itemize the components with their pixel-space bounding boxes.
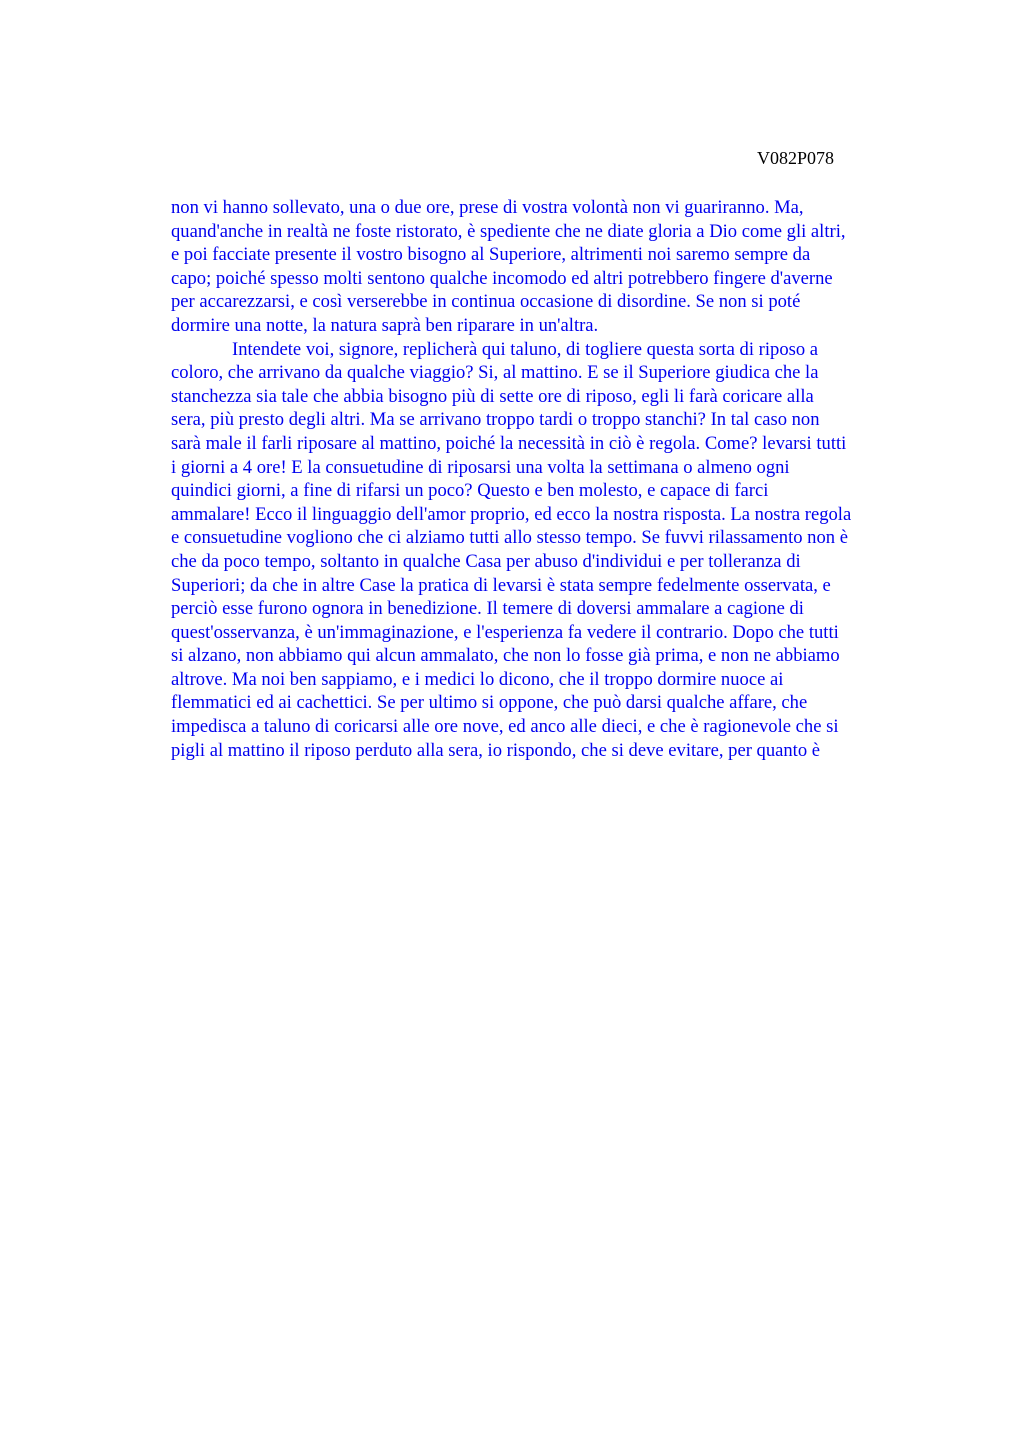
text-line: impedisca a taluno di coricarsi alle ore nove, ed anco alle dieci, e che è ragionevole che si — [171, 716, 839, 738]
body-text — [171, 196, 931, 762]
text-line: quest'osservanza, è un'immaginazione, e l'esperienza fa vedere il contrario. Dopo che tutti — [171, 621, 839, 643]
page-identifier: V082P078 — [757, 148, 835, 168]
paragraph-first-line: Intendete voi, signore, replicherà qui taluno, di togliere questa sorta di riposo a — [232, 338, 819, 360]
text-line: non vi hanno sollevato, una o due ore, prese di vostra volontà non vi guariranno. Ma, — [171, 197, 804, 218]
text-line: che da poco tempo, soltanto in qualche Casa per abuso d'individui e per tolleranza di — [171, 550, 801, 572]
text-line: sarà male il farli riposare al mattino, poiché la necessità in ciò è regola. Come? levarsi tutti — [171, 432, 847, 454]
text-line: e poi facciate presente il vostro bisogno al Superiore, altrimenti noi saremo sempre da — [171, 244, 811, 266]
text-line: perciò esse furono ognora in benedizione. Il temere di doversi ammalare a cagione di — [171, 598, 804, 620]
text-line: i giorni a 4 ore! E la consuetudine di riposarsi una volta la settimana o almeno ogni — [171, 456, 790, 478]
text-line: quand'anche in realtà ne foste ristorato, è spediente che ne diate gloria a Dio come gli altri, — [171, 220, 846, 242]
text-line: capo; poiché spesso molti sentono qualche incomodo ed altri potrebbero fingere d'averne — [171, 267, 833, 289]
text-line: coloro, che arrivano da qualche viaggio? Si, al mattino. E se il Superiore giudica che la — [171, 362, 819, 384]
text-line: quindici giorni, a fine di rifarsi un poco? Questo e ben molesto, e capace di farci — [171, 480, 769, 502]
text-line: flemmatici ed ai cachettici. Se per ultimo si oppone, che può darsi qualche affare, che — [171, 692, 808, 714]
text-line: sera, più presto degli altri. Ma se arrivano troppo tardi o troppo stanchi? In tal caso non — [171, 409, 820, 431]
text-line: altrove. Ma noi ben sappiamo, e i medici lo dicono, che il troppo dormire nuoce ai — [171, 668, 784, 690]
text-line: e consuetudine vogliono che ci alziamo tutti allo stesso tempo. Se fuvvi rilassamento non è — [171, 527, 848, 549]
text-line: dormire una notte, la natura saprà ben riparare in un'altra. — [171, 314, 599, 336]
text-line: si alzano, non abbiamo qui alcun ammalato, che non lo fosse già prima, e non ne abbiamo — [171, 645, 840, 667]
text-line: pigli al mattino il riposo perduto alla sera, io rispondo, che si deve evitare, per quanto è — [171, 739, 821, 761]
text-line: per accarezzarsi, e così verserebbe in continua occasione di disordine. Se non si poté — [171, 291, 801, 313]
text-line: ammalare! Ecco il linguaggio dell'amor proprio, ed ecco la nostra risposta. La nostra regola — [171, 503, 852, 525]
text-line: stanchezza sia tale che abbia bisogno più di sette ore di riposo, egli li farà coricare alla — [171, 385, 814, 407]
text-line: Superiori; da che in altre Case la pratica di levarsi è stata sempre fedelmente osservata, e — [171, 574, 831, 596]
